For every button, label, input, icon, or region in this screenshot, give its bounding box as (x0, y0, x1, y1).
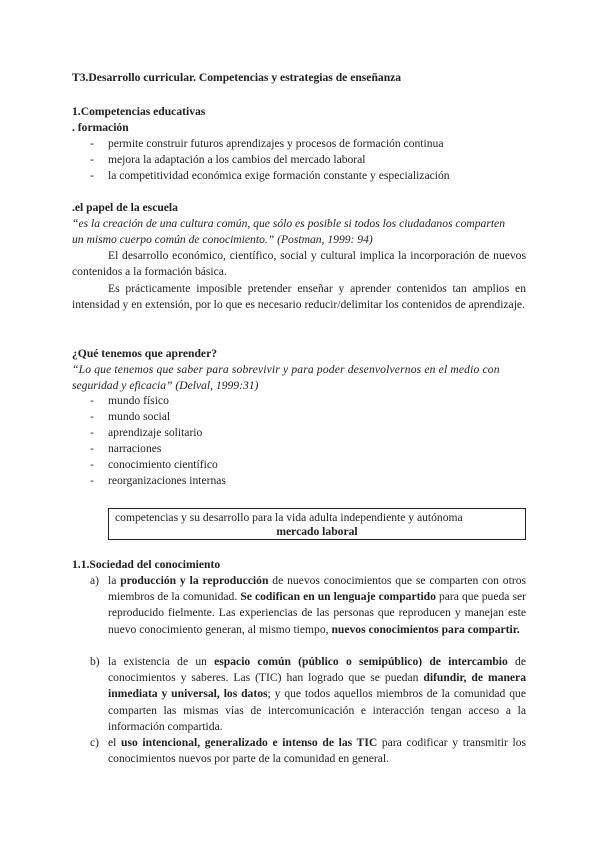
quote-delval-line2: seguridad y eficacia” (Delval, 1999:31) (72, 379, 259, 392)
list-item: narraciones (108, 442, 162, 455)
competencias-box (108, 508, 526, 540)
society-item-b (108, 654, 526, 735)
bold-phrase: difundir, de manera inmediata y universal, los datos (108, 671, 526, 701)
bullet-dash: - (90, 426, 94, 439)
document-title: T3.Desarrollo curricular. Competencias y estrategias de enseñanza (72, 71, 402, 84)
item-letter: c) (90, 736, 100, 749)
paragraph-desarrollo: El desarrollo económico, científico, social y cultural implica la incorporación de nuevos contenidos a la formación básica. (72, 249, 526, 279)
text-run: para codificar y transmitir los conocimientos nuevos por parte de la comunidad en general. (108, 736, 527, 766)
text-run: la (108, 574, 121, 587)
bold-phrase: nuevos conocimientos para compartir. (331, 622, 520, 636)
text-run: de conocimientos y saberes. Las (TIC) han logrado que se puedan (108, 655, 526, 685)
item-letter: b) (90, 655, 100, 668)
bold-phrase: producción y la reproducción (120, 574, 269, 587)
box-emphasis: mercado laboral (276, 525, 358, 538)
quote-postman-line2: un mismo cuerpo común de conocimiento.” (Postman, 1999: 94) (72, 233, 373, 246)
bullet-dash: - (90, 169, 94, 182)
bullet-dash: - (90, 410, 94, 423)
subheading-que-aprender: ¿Qué tenemos que aprender? (72, 347, 218, 360)
text-run: ; y que todos aquellos miembros de la comunidad que comparten las mismas vías de intercomunicación e interacción tengan acceso a la información compartida. (108, 687, 526, 733)
bullet-dash: - (90, 474, 94, 487)
section-heading-competencias: 1.Competencias educativas (72, 105, 206, 118)
list-item: permite construir futuros aprendizajes y procesos de formación continua (108, 137, 444, 150)
society-item-a (108, 573, 526, 638)
bullet-dash: - (90, 137, 94, 150)
text-run: para que pueda ser reproducido fielmente. Las experiencias de las personas que reproducen y manejan este nuevo conocimiento generan, al mismo tiempo, (108, 590, 527, 636)
item-letter: a) (90, 574, 100, 587)
list-item: mundo físico (108, 394, 169, 407)
list-item: aprendizaje solitario (108, 426, 203, 439)
list-item: reorganizaciones internas (108, 474, 226, 487)
text-run: de nuevos conocimientos que se comparten con otros miembros de la comunidad. (108, 574, 526, 604)
quote-postman-line1: “es la creación de una cultura común, que sólo es posible si todos los ciudadanos comparten (72, 217, 506, 230)
bullet-dash: - (90, 394, 94, 407)
list-item: conocimiento científico (108, 458, 218, 471)
bullet-dash: - (90, 458, 94, 471)
list-item: mundo social (108, 410, 171, 423)
text-run: el (108, 736, 122, 749)
list-item: la competitividad económica exige formación constante y especialización (108, 169, 450, 182)
list-item: mejora la adaptación a los cambios del mercado laboral (108, 153, 366, 166)
subheading-formacion: . formación (72, 121, 129, 134)
bold-phrase: espacio común (público o semipúblico) de intercambio (214, 655, 508, 668)
quote-delval-line1: “Lo que tenemos que saber para sobrevivir y para poder desenvolvernos en el medio con (72, 363, 500, 376)
bullet-dash: - (90, 442, 94, 455)
box-text: competencias y su desarrollo para la vida adulta independiente y autónoma (115, 511, 463, 524)
bold-phrase: uso intencional, generalizado e intenso de las TIC (121, 736, 378, 749)
society-item-c (108, 735, 526, 767)
paragraph-imposible: Es prácticamente imposible pretender enseñar y aprender contenidos tan amplios en intensidad y en extensión, por lo que es necesario reducir/delimitar los contenidos de aprendizaje. (72, 282, 526, 312)
bullet-dash: - (90, 153, 94, 166)
text-run: la existencia de un (108, 655, 215, 668)
subheading-papel-escuela: .el papel de la escuela (72, 201, 178, 214)
bold-phrase: Se codifican en un lenguaje compartido (240, 590, 436, 604)
subheading-sociedad: 1.1.Sociedad del conocimiento (72, 558, 221, 571)
